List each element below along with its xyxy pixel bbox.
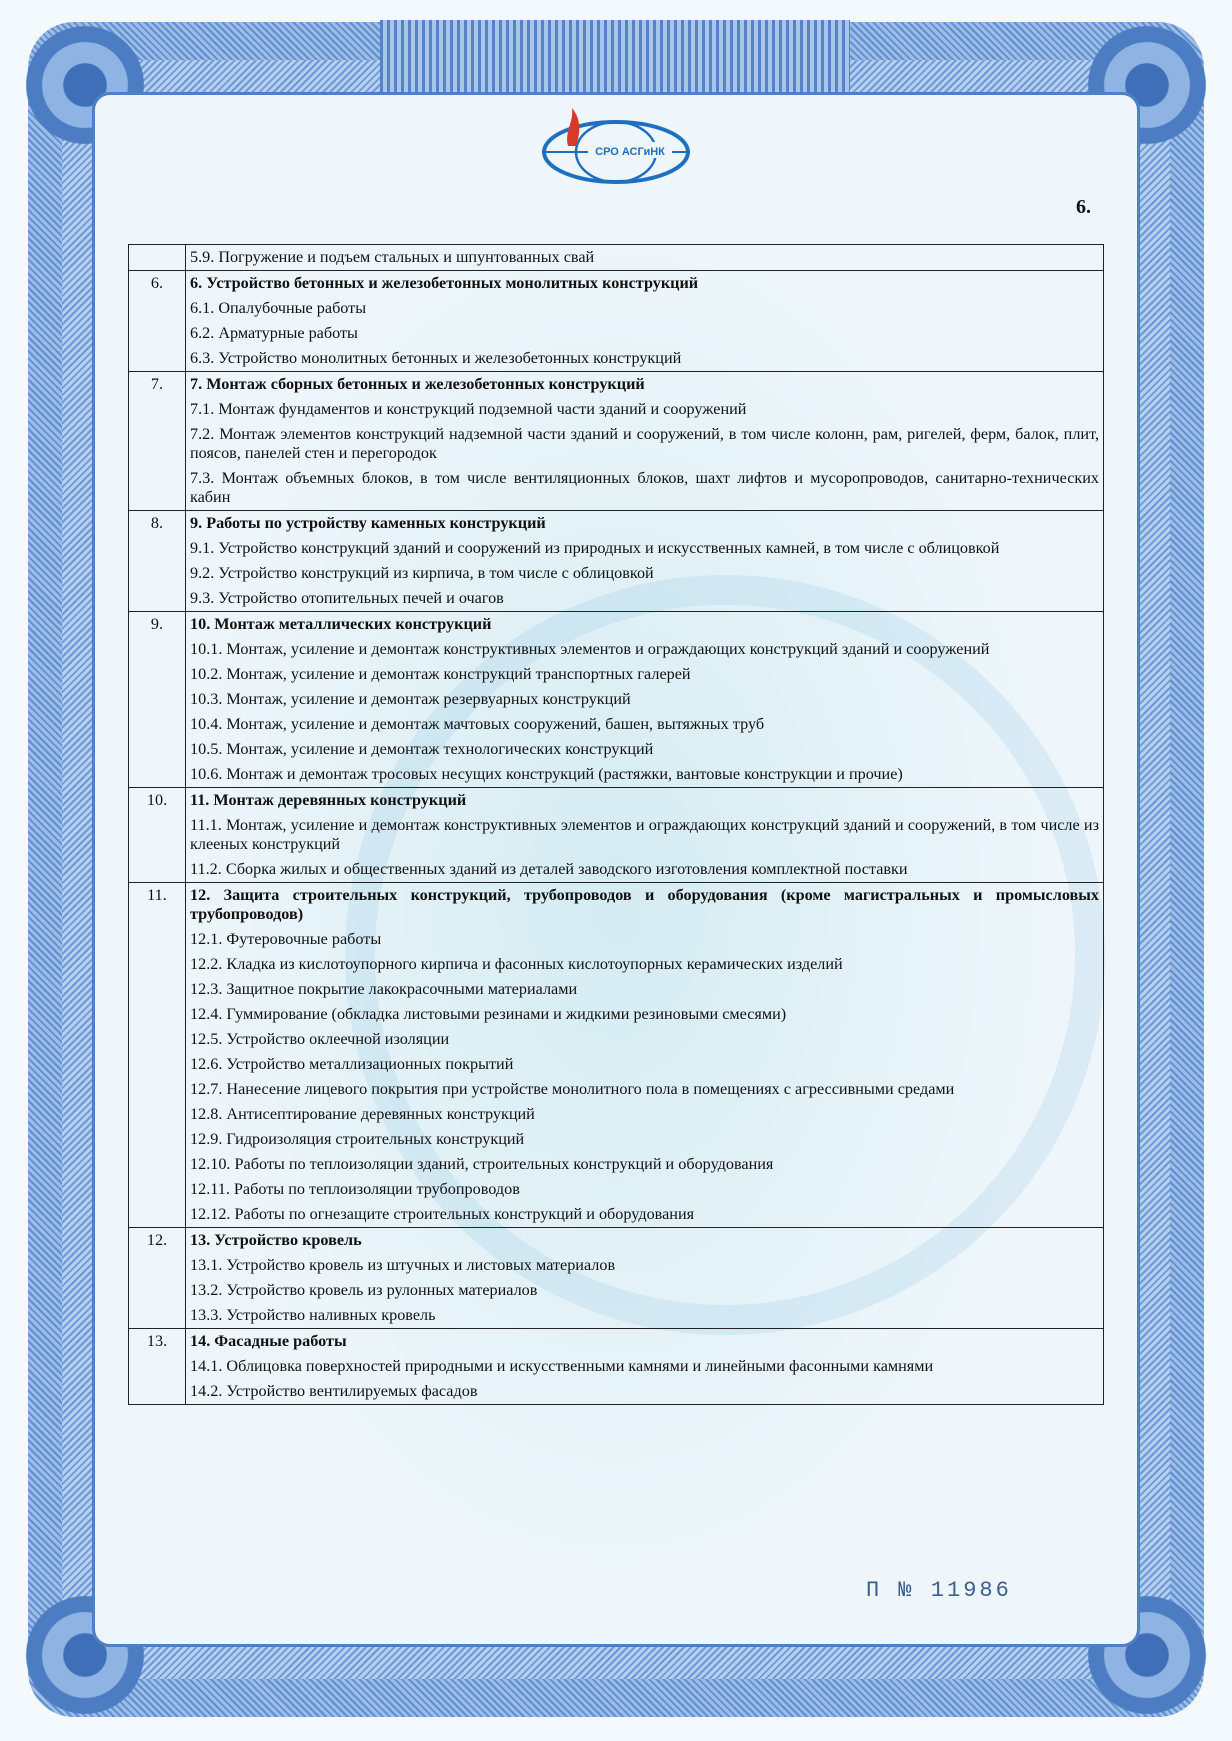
work-item: 10.5. Монтаж, усиление и демонтаж технологических конструкций: [190, 740, 654, 758]
work-item: 6.3. Устройство монолитных бетонных и железобетонных конструкций: [190, 349, 682, 367]
work-item: 7.1. Монтаж фундаментов и конструкций подземной части зданий и сооружений: [190, 400, 747, 418]
work-item: 12.5. Устройство оклеечной изоляции: [190, 1030, 450, 1048]
row-content: [186, 271, 1104, 372]
section-heading: 11. Монтаж деревянных конструкций: [190, 791, 467, 809]
row-content: [186, 1329, 1104, 1405]
works-table: [128, 244, 1104, 1405]
row-number: 7.: [129, 372, 186, 511]
work-item: 11.2. Сборка жилых и общественных зданий из деталей заводского изготовления комплектной поставки: [190, 860, 908, 878]
row-number: 9.: [129, 612, 186, 788]
row-number: 6.: [129, 271, 186, 372]
row-content: [186, 883, 1104, 1228]
sro-logo: [534, 104, 698, 188]
work-item: 11.1. Монтаж, усиление и демонтаж конструктивных элементов и ограждающих конструкций зданий и сооружений, в том числе из клееных конструкций: [190, 816, 1099, 853]
logo-text: СРО АСГиНК: [595, 146, 665, 158]
section-heading: 6. Устройство бетонных и железобетонных монолитных конструкций: [190, 274, 699, 292]
table-row: [129, 271, 1104, 372]
work-item: 10.6. Монтаж и демонтаж тросовых несущих конструкций (растяжки, вантовые конструкции и прочие): [190, 765, 903, 783]
row-number: 11.: [129, 883, 186, 1228]
table-row: [129, 511, 1104, 612]
work-item: 13.3. Устройство наливных кровель: [190, 1306, 436, 1324]
work-item: 12.3. Защитное покрытие лакокрасочными материалами: [190, 980, 578, 998]
table-row: [129, 1228, 1104, 1329]
row-content: [186, 1228, 1104, 1329]
table-row: [129, 883, 1104, 1228]
section-heading: 13. Устройство кровель: [190, 1231, 362, 1249]
table-row: [129, 245, 1104, 271]
row-number: 8.: [129, 511, 186, 612]
work-item: 12.2. Кладка из кислотоупорного кирпича и фасонных кислотоупорных керамических изделий: [190, 955, 843, 973]
work-item: 12.6. Устройство металлизационных покрытий: [190, 1055, 514, 1073]
work-item: 12.12. Работы по огнезащите строительных конструкций и оборудования: [190, 1205, 695, 1223]
row-content: [186, 788, 1104, 883]
table-row: [129, 1329, 1104, 1405]
row-content: [186, 612, 1104, 788]
work-item: 7.3. Монтаж объемных блоков, в том числе вентиляционных блоков, шахт лифтов и мусоропроводов, санитарно-технических кабин: [190, 469, 1099, 506]
work-item: 12.11. Работы по теплоизоляции трубопроводов: [190, 1180, 520, 1198]
table-row: [129, 612, 1104, 788]
section-heading: 9. Работы по устройству каменных конструкций: [190, 514, 546, 532]
section-heading: 14. Фасадные работы: [190, 1332, 347, 1350]
section-heading: 12. Защита строительных конструкций, трубопроводов и оборудования (кроме магистральных и промысловых трубопроводов): [190, 886, 1099, 923]
work-item: 14.1. Облицовка поверхностей природными и искусственными камнями и линейными фасонными камнями: [190, 1357, 934, 1375]
work-item: 12.4. Гуммирование (обкладка листовыми резинами и жидкими резиновыми смесями): [190, 1005, 787, 1023]
work-item: 14.2. Устройство вентилируемых фасадов: [190, 1382, 478, 1400]
work-item: 10.3. Монтаж, усиление и демонтаж резервуарных конструкций: [190, 690, 631, 708]
section-heading: 10. Монтаж металлических конструкций: [190, 615, 492, 633]
section-heading: 7. Монтаж сборных бетонных и железобетонных конструкций: [190, 375, 645, 393]
serial-number: П № 11986: [866, 1578, 1012, 1603]
work-item: 12.8. Антисептирование деревянных конструкций: [190, 1105, 535, 1123]
table-row: [129, 788, 1104, 883]
row-number: 10.: [129, 788, 186, 883]
work-item: 9.3. Устройство отопительных печей и очагов: [190, 589, 504, 607]
work-item: 12.10. Работы по теплоизоляции зданий, строительных конструкций и оборудования: [190, 1155, 774, 1173]
work-item: 10.1. Монтаж, усиление и демонтаж конструктивных элементов и ограждающих конструкций зданий и сооружений: [190, 640, 990, 658]
row-content: [186, 372, 1104, 511]
row-number: 13.: [129, 1329, 186, 1405]
work-item: 12.1. Футеровочные работы: [190, 930, 382, 948]
work-item: 12.7. Нанесение лицевого покрытия при устройстве монолитного пола в помещениях с агрессивными средами: [190, 1080, 955, 1098]
flame-icon: [567, 108, 579, 146]
work-item: 9.2. Устройство конструкций из кирпича, в том числе с облицовкой: [190, 564, 654, 582]
row-number: [129, 245, 186, 271]
work-item: 13.1. Устройство кровель из штучных и листовых материалов: [190, 1256, 616, 1274]
page-number: 6.: [1076, 196, 1091, 218]
work-item: 9.1. Устройство конструкций зданий и сооружений из природных и искусственных камней, в том числе с облицовкой: [190, 539, 1000, 557]
table-row: [129, 372, 1104, 511]
work-item: 6.2. Арматурные работы: [190, 324, 358, 342]
row-content: [186, 245, 1104, 271]
work-item: 5.9. Погружение и подъем стальных и шпунтованных свай: [190, 248, 595, 266]
work-item: 6.1. Опалубочные работы: [190, 299, 367, 317]
work-item: 13.2. Устройство кровель из рулонных материалов: [190, 1281, 538, 1299]
work-item: 10.4. Монтаж, усиление и демонтаж мачтовых сооружений, башен, вытяжных труб: [190, 715, 765, 733]
work-item: 7.2. Монтаж элементов конструкций надземной части зданий и сооружений, в том числе колонн, рам, ригелей, ферм, балок, плит, поясов, панелей стен и перегородок: [190, 425, 1099, 462]
row-number: 12.: [129, 1228, 186, 1329]
work-item: 10.2. Монтаж, усиление и демонтаж конструкций транспортных галерей: [190, 665, 691, 683]
row-content: [186, 511, 1104, 612]
work-item: 12.9. Гидроизоляция строительных конструкций: [190, 1130, 525, 1148]
